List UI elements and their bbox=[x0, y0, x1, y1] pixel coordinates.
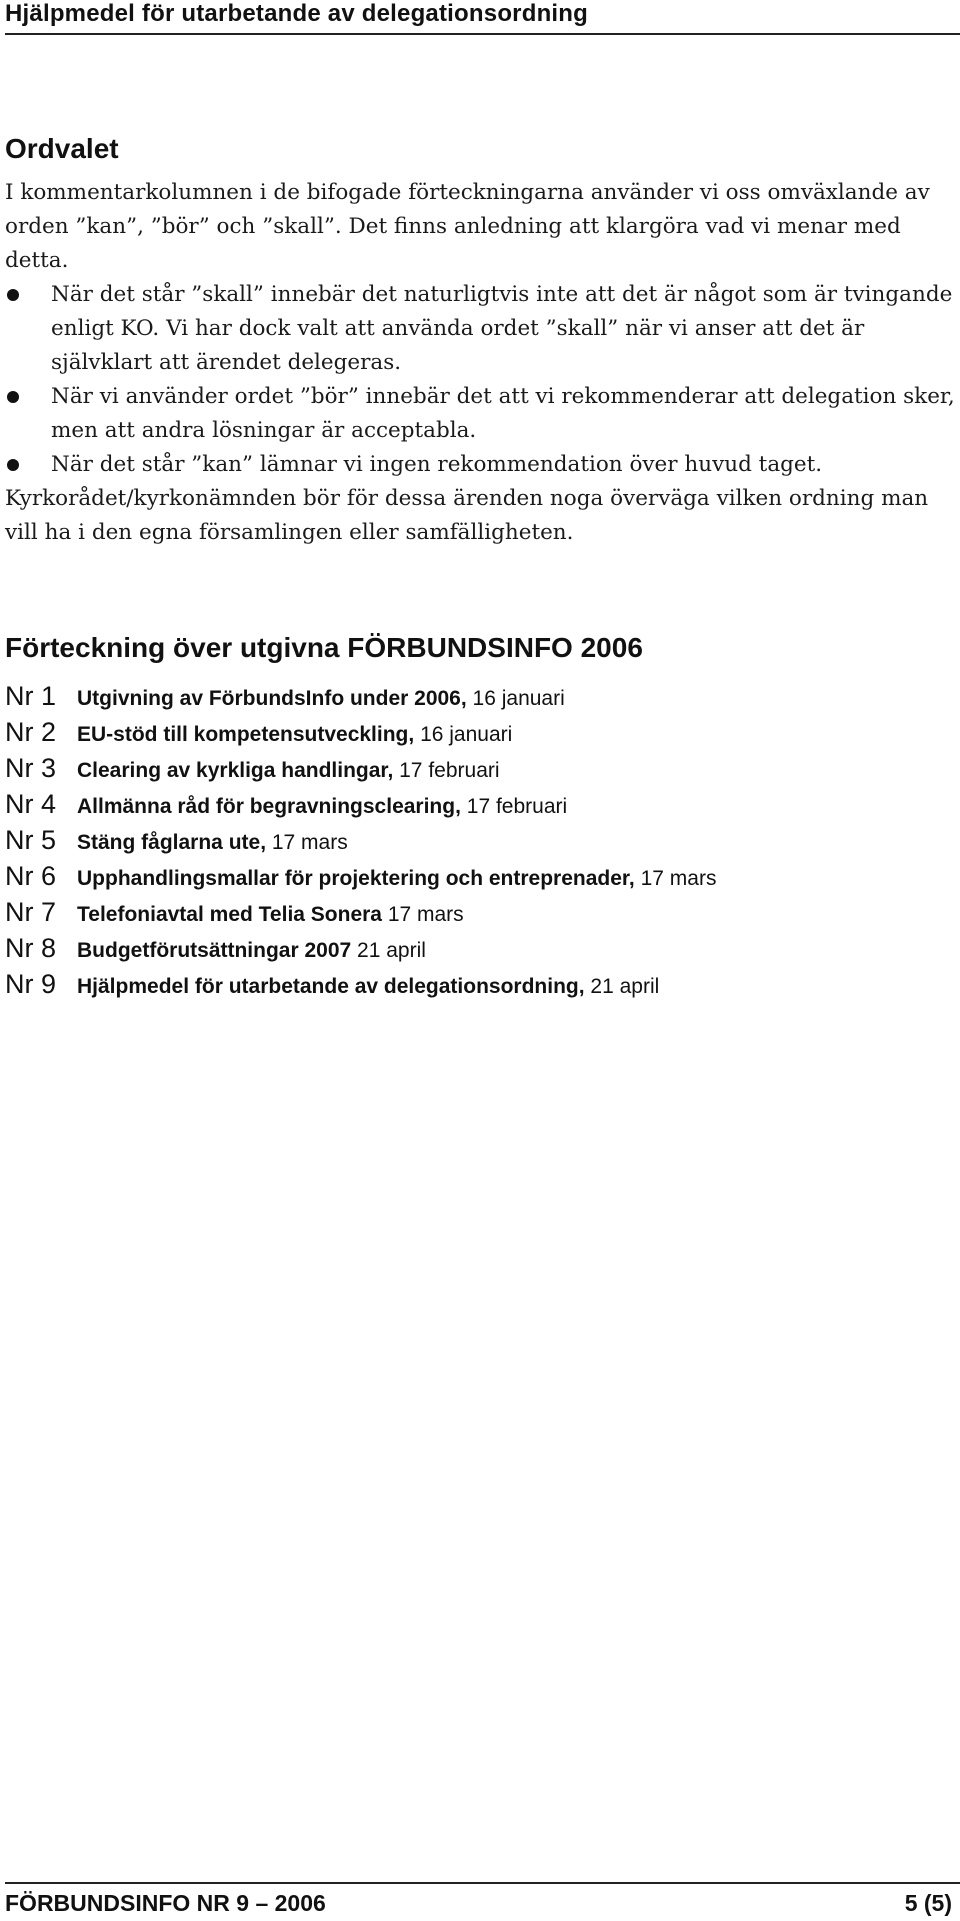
issue-date: 21 april bbox=[584, 975, 660, 998]
issue-number: Nr 6 bbox=[5, 861, 57, 891]
issue-row-4 bbox=[5, 786, 955, 822]
issue-row-3 bbox=[5, 750, 955, 786]
issue-number: Nr 4 bbox=[5, 789, 57, 819]
issue-row-6 bbox=[5, 858, 955, 894]
issue-date: 16 januari bbox=[414, 723, 513, 746]
issue-date: 17 mars bbox=[266, 831, 348, 854]
forteckning-heading: Förteckning över utgivna FÖRBUNDSINFO 2006 bbox=[5, 632, 643, 663]
issue-title: EU-stöd till kompetensutveckling, bbox=[77, 723, 415, 746]
intro-paragraph: I kommentarkolumnen i de bifogade förteckningarna använder vi oss omväxlande av orden ”kan”, ”bör” och ”skall”. Det finns anledning att klargöra vad vi menar med detta. bbox=[5, 180, 930, 273]
header-rule bbox=[5, 33, 960, 35]
issue-row-5 bbox=[5, 822, 955, 858]
issue-title: Utgivning av FörbundsInfo under 2006, bbox=[77, 687, 467, 710]
issue-date: 17 februari bbox=[393, 759, 500, 782]
issue-row-7 bbox=[5, 894, 955, 930]
bullet-item-skall bbox=[5, 278, 955, 380]
bullet-text: När det står ”kan” lämnar vi ingen rekommendation över huvud taget. bbox=[51, 452, 823, 477]
issue-title: Budgetförutsättningar 2007 bbox=[77, 939, 352, 962]
issue-date: 17 februari bbox=[460, 795, 568, 818]
bullet-icon bbox=[7, 459, 19, 471]
bullet-icon bbox=[7, 289, 19, 301]
footer-page-number: 5 (5) bbox=[904, 1890, 952, 1916]
issue-date: 21 april bbox=[351, 939, 426, 962]
bullet-icon bbox=[7, 391, 19, 403]
issue-title: Clearing av kyrkliga handlingar, bbox=[77, 759, 394, 782]
bullet-item-kan bbox=[5, 448, 955, 482]
bullet-item-bor bbox=[5, 380, 955, 448]
bullet-text: När vi använder ordet ”bör” innebär det att vi rekommenderar att delegation sker, men att andra lösningar är acceptabla. bbox=[51, 384, 955, 443]
issue-date: 17 mars bbox=[634, 867, 717, 890]
issue-date: 17 mars bbox=[381, 903, 464, 926]
issue-row-8 bbox=[5, 930, 955, 966]
issue-list bbox=[5, 678, 955, 1002]
issue-title: Hjälpmedel för utarbetande av delegationsordning, bbox=[77, 975, 585, 998]
issue-number: Nr 3 bbox=[5, 753, 57, 783]
ordvalet-heading: Ordvalet bbox=[5, 133, 119, 164]
issue-date: 16 januari bbox=[466, 687, 565, 710]
closing-paragraph: Kyrkorådet/kyrkonämnden bör för dessa ärenden noga överväga vilken ordning man vill ha i den egna församlingen eller samfälligheten. bbox=[5, 486, 929, 545]
issue-row-1 bbox=[5, 678, 955, 714]
footer-publication: FÖRBUNDSINFO NR 9 – 2006 bbox=[5, 1890, 326, 1916]
running-header: Hjälpmedel för utarbetande av delegationsordning bbox=[5, 0, 589, 27]
issue-title: Stäng fåglarna ute, bbox=[77, 831, 267, 854]
issue-title: Telefoniavtal med Telia Sonera bbox=[77, 903, 382, 926]
issue-number: Nr 2 bbox=[5, 717, 57, 747]
issue-number: Nr 1 bbox=[5, 681, 57, 711]
issue-number: Nr 8 bbox=[5, 933, 57, 963]
issue-number: Nr 5 bbox=[5, 825, 57, 855]
footer-rule bbox=[5, 1882, 960, 1884]
issue-row-2 bbox=[5, 714, 955, 750]
issue-title: Allmänna råd för begravningsclearing, bbox=[77, 795, 461, 818]
issue-title: Upphandlingsmallar för projektering och entreprenader, bbox=[77, 867, 635, 890]
bullet-text: När det står ”skall” innebär det naturligtvis inte att det är något som är tvingande enligt KO. Vi har dock valt att använda ordet ”skall” när vi anser att det är självklart att ärendet delegeras. bbox=[51, 282, 953, 375]
issue-number: Nr 9 bbox=[5, 969, 57, 999]
bullet-list bbox=[5, 278, 955, 482]
issue-number: Nr 7 bbox=[5, 897, 57, 927]
issue-row-9 bbox=[5, 966, 955, 1002]
